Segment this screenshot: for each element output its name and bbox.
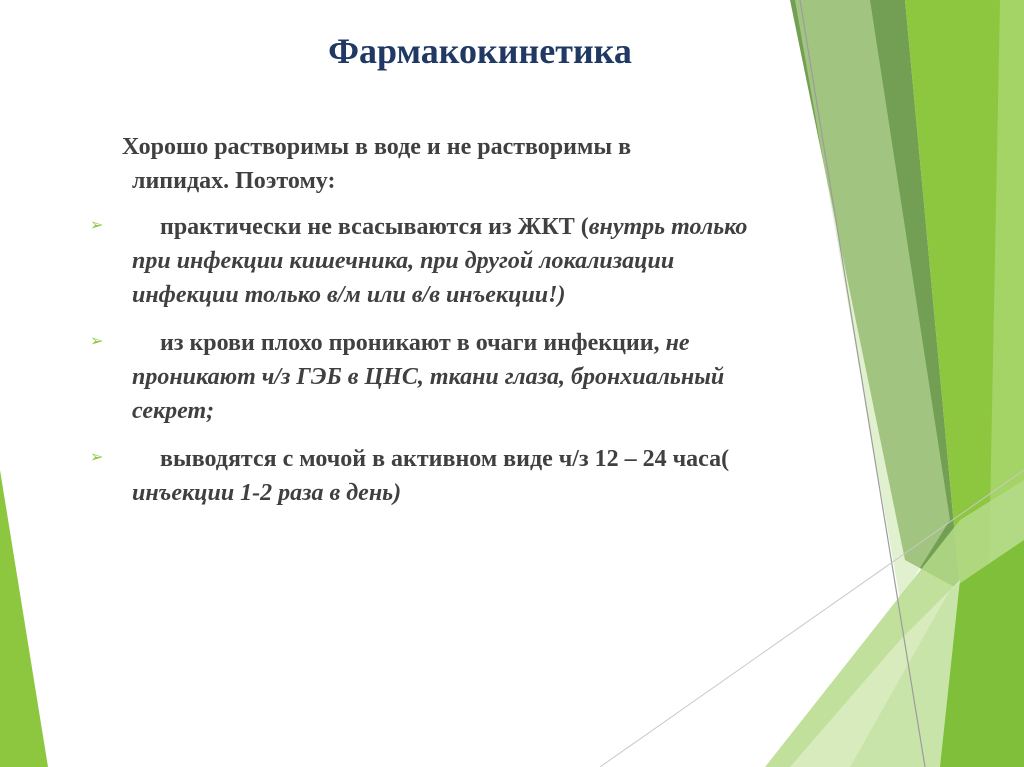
bullet-item	[90, 210, 780, 312]
bullet-normal-text: из крови плохо проникают в очаги инфекции,	[160, 330, 660, 356]
chevron-right-icon: ➢	[90, 215, 104, 234]
chevron-right-icon: ➢	[90, 331, 104, 350]
bullet-item	[90, 442, 780, 510]
slide-title: Фармакокинетика	[328, 31, 632, 71]
lower-pale-wedge	[790, 580, 960, 767]
intro-paragraph	[90, 130, 780, 198]
bullet-normal-text: выводятся с мочой в активном виде ч/з 12 – 24 часа(	[160, 446, 730, 472]
bullet-item	[90, 326, 780, 428]
bullet-italic-text: внутрь только при инфекции кишечника, при другой локализации инфекции только в/м или в/в инъекции!)	[132, 214, 748, 308]
chevron-right-icon: ➢	[90, 447, 104, 466]
bullet-italic-text: не проникают ч/з ГЭБ в ЦНС, ткани глаза, бронхиальный секрет;	[132, 330, 725, 424]
bullet-italic-text: инъекции 1-2 раза в день)	[132, 480, 402, 506]
slide-content	[90, 130, 780, 524]
bullet-normal-text: практически не всасываются из ЖКТ (	[160, 214, 589, 240]
left-green-sliver	[0, 470, 48, 767]
intro-line-1: Хорошо растворимы в воде и не растворимы в	[122, 134, 632, 160]
intro-line-2: липидах. Поэтому:	[132, 168, 336, 194]
